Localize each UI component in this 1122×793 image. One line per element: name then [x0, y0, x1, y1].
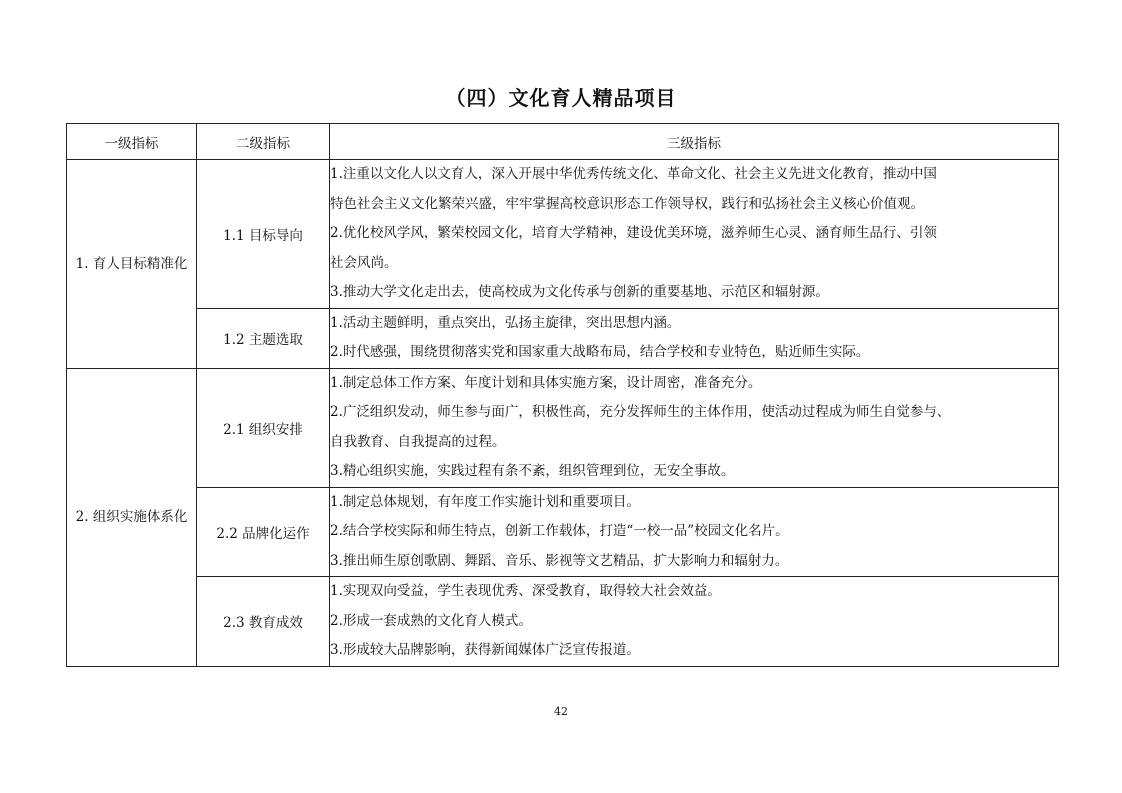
table-row — [67, 487, 1059, 577]
level3-text-line: 2.结合学校实际和师生特点，创新工作载体，打造“一校一品”校园文化名片。 — [330, 523, 789, 539]
page-title: （四）文化育人精品项目 — [445, 86, 677, 110]
level2-indicator-cell: 2.1 组织安排 — [197, 368, 330, 487]
level2-indicator-cell: 2.3 教育成效 — [197, 577, 330, 667]
table-body — [67, 160, 1059, 667]
page-number: 42 — [554, 705, 568, 718]
header-level2: 二级指标 — [197, 124, 330, 160]
level3-indicator-cell — [330, 160, 1059, 309]
level3-text-line: 1.注重以文化人以文育人，深入开展中华优秀传统文化、革命文化、社会主义先进文化教育，推动中国 — [330, 166, 937, 182]
level3-indicator-cell — [330, 368, 1059, 487]
level2-indicator-cell: 2.2 品牌化运作 — [197, 487, 330, 577]
level1-indicator-cell: 1. 育人目标精准化 — [67, 160, 197, 369]
level3-text-line: 2.形成一套成熟的文化育人模式。 — [330, 612, 532, 629]
header-row — [67, 124, 1059, 160]
table-row — [67, 308, 1059, 368]
level3-text-line: 1.制定总体规划，有年度工作实施计划和重要项目。 — [330, 493, 640, 510]
level2-indicator-cell: 1.1 目标导向 — [197, 160, 330, 309]
level3-text-line: 3.精心组织实施，实践过程有条不紊，组织管理到位，无安全事故。 — [330, 463, 735, 479]
level3-indicator-cell — [330, 577, 1059, 667]
level2-indicator-cell: 1.2 主题选取 — [197, 308, 330, 368]
header-level3: 三级指标 — [330, 124, 1059, 160]
level3-indicator-cell — [330, 487, 1059, 577]
level3-text-line: 2.时代感强，围绕贯彻落实党和国家重大战略布局，结合学校和专业特色，贴近师生实际。 — [330, 344, 870, 360]
table-header — [67, 124, 1059, 160]
level3-text-line: 1.制定总体工作方案、年度计划和具体实施方案，设计周密，准备充分。 — [330, 374, 762, 391]
level3-text-line: 自我教育、自我提高的过程。 — [330, 433, 506, 450]
level3-text-line: 社会风尚。 — [330, 254, 398, 271]
indicator-table — [66, 123, 1059, 667]
level3-text-line: 2.优化校风学风，繁荣校园文化，培育大学精神，建设优美环境，滋养师生心灵、涵育师生品行、引领 — [330, 225, 937, 241]
header-level1: 一级指标 — [67, 124, 197, 160]
table-row — [67, 577, 1059, 667]
level3-text-line: 1.实现双向受益，学生表现优秀、深受教育，取得较大社会效益。 — [330, 583, 721, 599]
level3-text-line: 2.广泛组织发动，师生参与面广，积极性高，充分发挥师生的主体作用，使活动过程成为师生自觉参与、 — [330, 404, 951, 420]
level3-text-line: 3.推出师生原创歌剧、舞蹈、音乐、影视等文艺精品，扩大影响力和辐射力。 — [330, 552, 789, 569]
level1-indicator-cell: 2. 组织实施体系化 — [67, 368, 197, 666]
table-row — [67, 160, 1059, 309]
level3-text-line: 1.活动主题鲜明，重点突出，弘扬主旋律，突出思想内涵。 — [330, 314, 681, 331]
table-row — [67, 368, 1059, 487]
level3-text-line: 3.形成较大品牌影响，获得新闻媒体广泛宣传报道。 — [330, 642, 640, 658]
level3-text-line: 3.推动大学文化走出去，使高校成为文化传承与创新的重要基地、示范区和辐射源。 — [330, 284, 829, 300]
level3-text-line: 特色社会主义文化繁荣兴盛，牢牢掌握高校意识形态工作领导权，践行和弘扬社会主义核心价值观。 — [330, 195, 924, 212]
level3-indicator-cell — [330, 308, 1059, 368]
